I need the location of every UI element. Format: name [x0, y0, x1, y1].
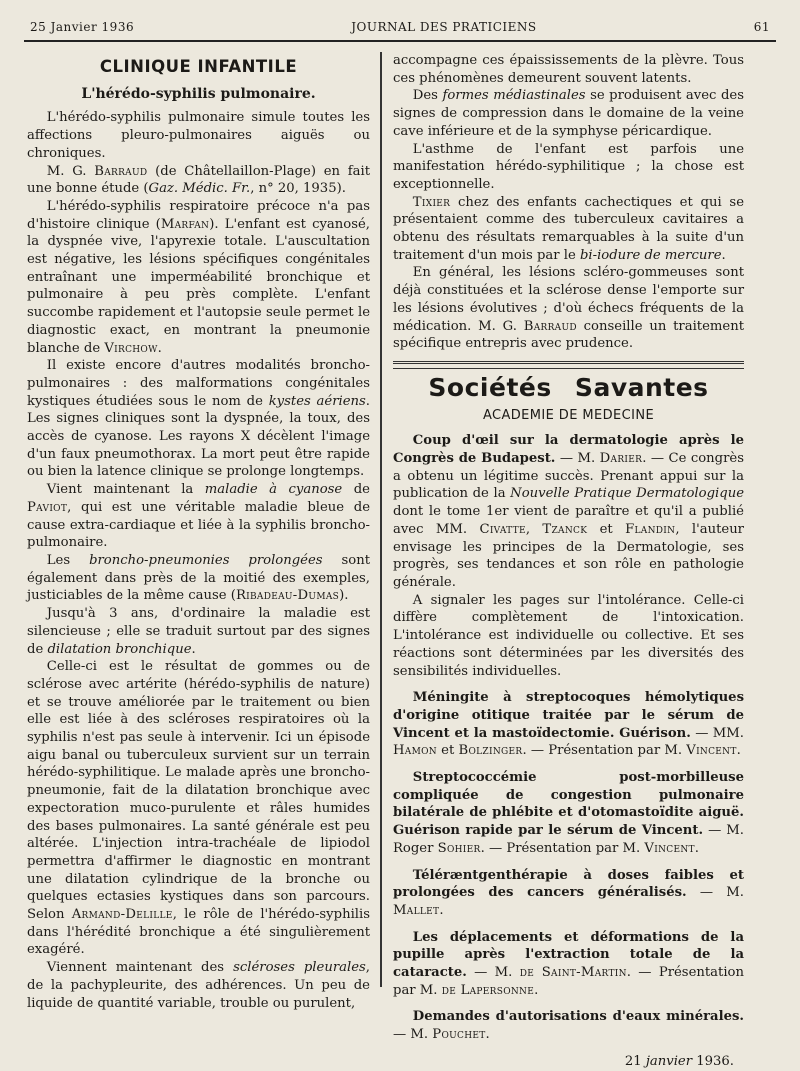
paragraph: Vient maintenant la maladie à cyanose de Paviot, qui est une véritable maladie bleue de cause extra-cardiaque et liée à la syphilis broncho-pulmonaire.	[27, 482, 370, 551]
header-journal: JOURNAL DES PRATICIENS	[351, 20, 537, 34]
academy-entry: Coup d'œil sur la dermatologie après le Congrès de Budapest. — M. Darier. — Ce congrès a obtenu un légitime succès. Prenant appui sur la publication de la Nouvelle Pratique Dermatologique dont le tome 1er vient de paraître et qu'il a publié avec MM. Civatte, Tzanck et Flandin, l'auteur envisage les principes de la Dermatologie, ses progrès, ses tendances et son rôle en pathologie générale. A signaler les pages sur l'intolérance. Celle-ci diffère complètement de l'intoxication. L'intolérance est individuelle ou collective. Et ses réactions sont déterminées par les diversités des sensibilités individuelles.	[393, 433, 744, 679]
academy-entry: Téléræntgenthérapie à doses faibles et prolongées des cancers généralisés. — M. Mallet.	[393, 867, 744, 918]
paragraph: Celle-ci est le résultat de gommes ou de sclérose avec artérite (hérédo-syphilis de nature) et se trouve améliorée par le traitement ou bien elle est liée à des scléroses respiratoires où la syphilis n'est pas seule à intervenir. Ici un épisode aigu banal ou tuberculeux survient sur un terrain hérédo-syphilitique. Le malade après une broncho-pneumonie, fait de la dilatation bronchique avec expectoration muco-purulente et râles humides des bases pulmonaires. La santé générale est peu altérée. L'injection intra-trachéale de lipiodol permettra d'affirmer le diagnostic en montrant une dilatation cylindrique de la bronche ou quelques ectasies kystiques dans son parcours. Selon Armand-Delille, le rôle de l'hérédo-syphilis dans l'hérédité bronchique a été singulièrement exagéré.	[27, 659, 370, 958]
academie-heading: ACADEMIE DE MEDECINE	[482, 407, 655, 423]
paragraph: accompagne ces épaississements de la plèvre. Tous ces phénomènes demeurent souvent latents.	[393, 53, 744, 86]
academy-entry: Streptococcémie post-morbilleuse compliquée de congestion pulmonaire bilatérale de phlébite et d'otomastoïdite aiguë. Guérison rapide par le sérum de Vincent. — M. Roger Sohier. — Présentation par M. Vincent.	[393, 770, 744, 856]
paragraph: Jusqu'à 3 ans, d'ordinaire la maladie est silencieuse ; elle se traduit surtout par des signes de dilatation bronchique.	[27, 606, 370, 657]
paragraph: M. G. Barraud (de Châtellaillon-Plage) en fait une bonne étude (Gaz. Médic. Fr., n° 20, 1935).	[27, 163, 370, 197]
academy-entry: Les déplacements et déformations de la pupille après l'extraction totale de la cataracte. — M. de Saint-Martin. — Présentation par M. de Lapersonne.	[393, 929, 744, 998]
paragraph: Viennent maintenant des scléroses pleurales, de la pachypleurite, des adhérences. Un peu de liquide de quantité variable, trouble ou purulent,	[27, 960, 370, 1011]
paragraph: L'hérédo-syphilis pulmonaire simule toutes les affections pleuro-pulmonaires aiguës ou chroniques.	[27, 110, 370, 161]
academy-entry: Méningite à streptocoques hémolytiques d'origine otitique traitée par le sérum de Vincent et la mastoïdectomie. Guérison. — MM. Hamon et Bolzinger. — Présentation par M. Vincent.	[393, 690, 744, 759]
section-title: CLINIQUE INFANTILE	[99, 57, 298, 76]
societes-heading: Sociétés Savantes	[428, 372, 709, 402]
paragraph: L'hérédo-syphilis respiratoire précoce n'a pas d'histoire clinique (Marfan). L'enfant est cyanosé, la dyspnée vive, l'apyrexie totale. L'auscultation est négative, les lésions spécifiques congénitales entraînant une imperméabilité bronchique et pulmonaire à peu près complète. L'enfant succombe rapidement et l'autopsie seule permet le diagnostic exact, en montrant la pneumonie blanche de Virchow.	[27, 198, 370, 356]
right-column	[393, 52, 744, 1071]
section-rule	[393, 368, 744, 369]
column-divider	[380, 52, 382, 987]
header-page-number: 61	[753, 20, 770, 34]
paragraph: Il existe encore d'autres modalités broncho-pulmonaires : des malformations congénitales kystiques étudiées sous le nom de kystes aériens. Les signes cliniques sont la dyspnée, la toux, des accès de cyanose. Les rayons X décèlent l'image d'un faux pneumothorax. La mort peut être rapide ou bien la latence clinique se prolonge longtemps.	[27, 358, 370, 480]
left-column	[27, 52, 370, 1012]
article-title: L'hérédo-syphilis pulmonaire.	[81, 85, 316, 102]
academy-entry: Demandes d'autorisations d'eaux minérales. — M. Pouchet.	[393, 1009, 744, 1043]
page-header	[30, 16, 770, 38]
header-date: 25 Janvier 1936	[30, 20, 135, 34]
closing-date: 21 janvier 1936.	[624, 1053, 734, 1069]
header-rule	[24, 40, 776, 42]
paragraph: En général, les lésions scléro-gommeuses sont déjà constituées et la sclérose dense l'emporte sur les lésions évolutives ; d'où échecs fréquents de la médication. M. G. Barraud conseille un traitement spécifique entrepris avec prudence.	[393, 265, 744, 352]
paragraph: L'asthme de l'enfant est parfois une manifestation hérédo-syphilitique ; la chose est exceptionnelle.	[393, 141, 744, 192]
paragraph: Tixier chez des enfants cachectiques et qui se présentaient comme des tuberculeux cavitaires a obtenu des résultats remarquables à la suite d'un traitement d'un mois par le bi-iodure de mercure.	[393, 194, 744, 263]
paragraph: Des formes médiastinales se produisent avec des signes de compression dans le domaine de la veine cave inférieure et de la symphyse péricardique.	[393, 88, 745, 139]
paragraph: Les broncho-pneumonies prolongées sont également dans près de la moitié des exemples, justiciables de la même cause (Ribadeau-Dumas).	[27, 552, 370, 604]
section-rule	[393, 361, 744, 368]
